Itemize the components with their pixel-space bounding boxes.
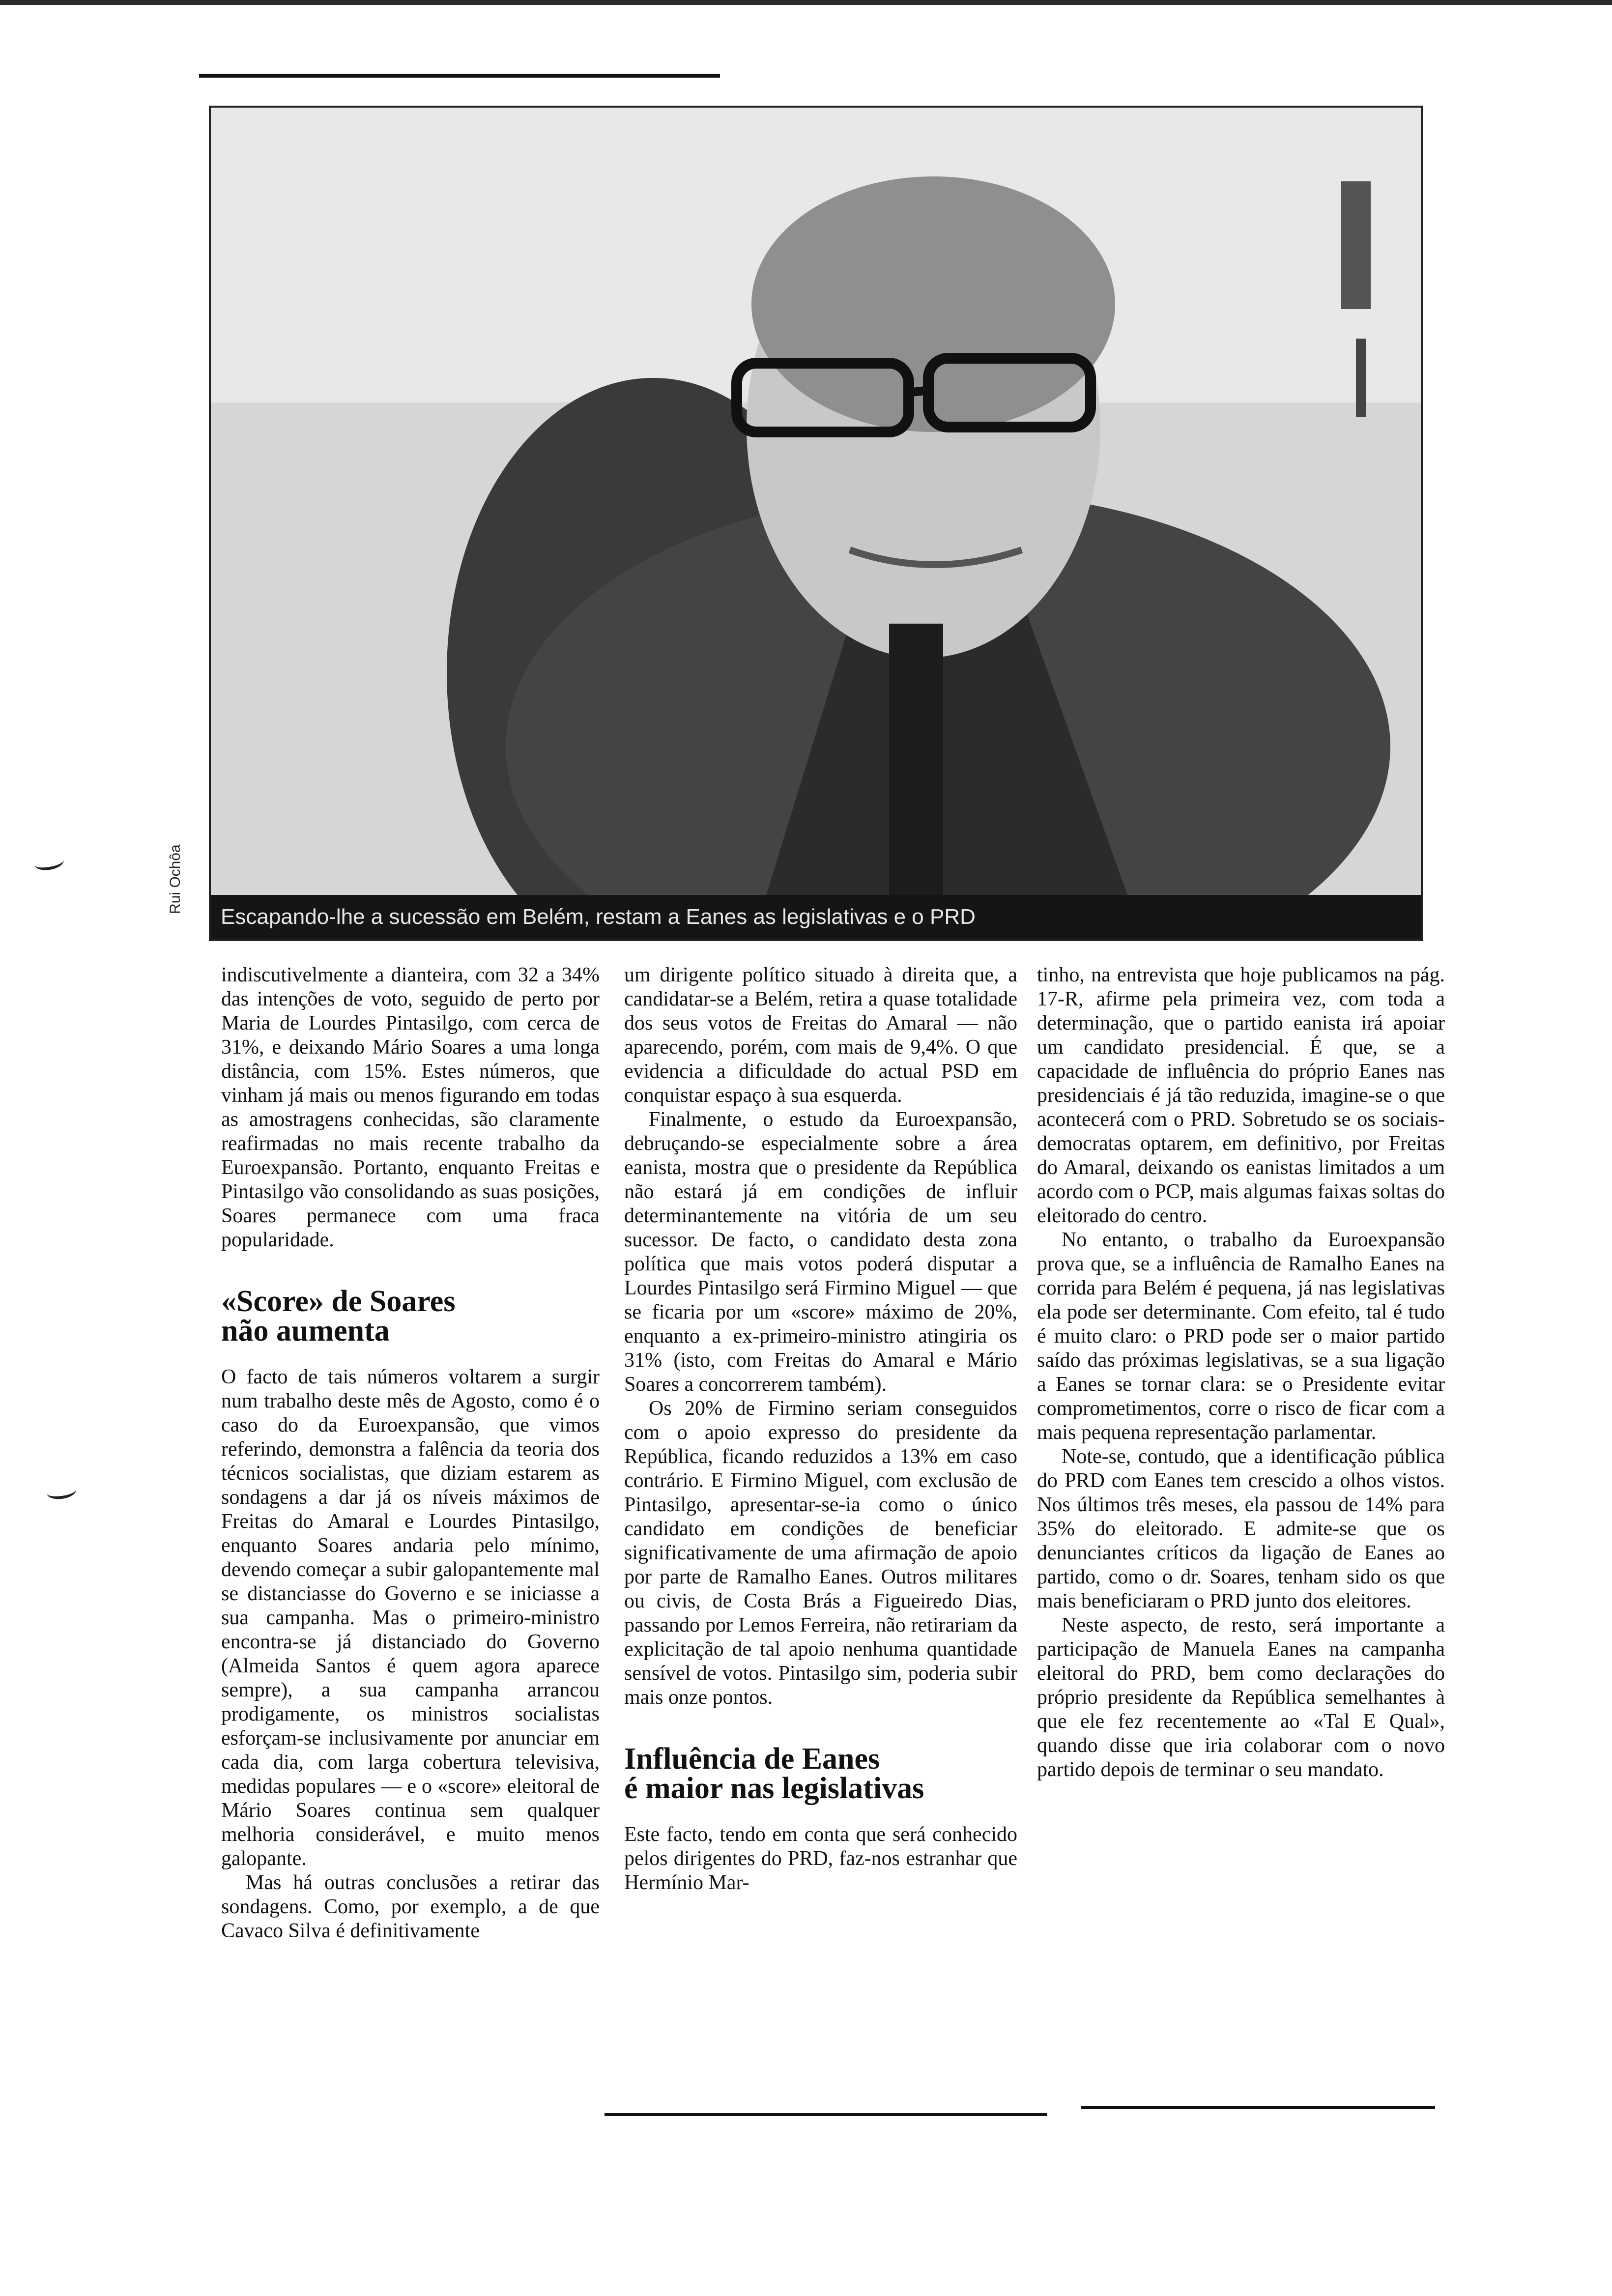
paragraph: Note-se, contudo, que a identificação pública do PRD com Eanes tem crescido a olhos vistos. Nos últimos três meses, ela passou de 14% para 35% do eleitorado. E admite-se que os denunciantes críticos da ligação de Eanes ao partido, como o dr. Soares, tenham sido os que mais beneficiaram o PRD junto dos eleitores. <box>1037 1445 1445 1612</box>
paragraph: Finalmente, o estudo da Euroexpansão, debruçando-se especialmente sobre a área eanista, mostra que o presidente da República não estará já em condições de influir determinantemente na vitória de um seu sucessor. De facto, o candidato desta zona política que mais votos poderá disputar a Lourdes Pintasilgo será Firmino Miguel — que se ficaria por um «score» máximo de 20%, enquanto a ex-primeiro-ministro atingiria os 31% (isto, com Freitas do Amaral e Mário Soares a concorrerem também). <box>624 1108 1017 1396</box>
bottom-rule <box>604 2113 1047 2116</box>
bottom-rule <box>1081 2106 1435 2109</box>
paragraph: Neste aspecto, de resto, será importante a participação de Manuela Eanes na campanha eleitoral do PRD, bem como declarações do próprio presidente da República semelhantes à que ele fez recentemente ao «Tal E Qual», quando disse que iria colaborar com o novo partido depois de terminar o seu mandato. <box>1037 1614 1445 1781</box>
subheading <box>624 1744 1017 1803</box>
subheading-line: não aumenta <box>221 1314 390 1348</box>
article-column-1 <box>221 963 600 1943</box>
paragraph: um dirigente político situado à direita que, a candidatar-se a Belém, retira a quase totalidade dos seus votos de Freitas do Amaral — não aparecendo, porém, com mais de 9,4%. O que evidencia a dificuldade do actual PSD em conquistar espaço à sua esquerda. <box>624 964 1017 1107</box>
subheading-line: é maior nas legislativas <box>624 1772 924 1805</box>
article-column-3 <box>1037 963 1445 1782</box>
portrait-illustration <box>211 108 1423 941</box>
subheading-line: «Score» de Soares <box>221 1285 456 1318</box>
punch-hole-mark <box>46 1482 77 1501</box>
paragraph: No entanto, o trabalho da Euroexpansão prova que, se a influência de Ramalho Eanes na corrida para Belém é pequena, já nas legislativas ela pode ser determinante. Com efeito, tal é tudo é muito claro: o PRD pode ser o maior partido saído das próximas legislativas, se a sua ligação a Eanes se tornar clara: se o Presidente evitar comprometimentos, corre o risco de ficar com a mais pequena representação parlamentar. <box>1037 1229 1445 1444</box>
paragraph: Os 20% de Firmino seriam conseguidos com o apoio expresso do presidente da República, ficando reduzidos a 13% em caso contrário. E Firmino Miguel, com exclusão de Pintasilgo, apresentar-se-ia como o único candidato em condições de beneficiar significativamente de uma afirmação de apoio por parte de Ramalho Eanes. Outros militares ou civis, de Costa Brás a Figueiredo Dias, passando por Lemos Ferreira, não retirariam da explicitação de tal apoio nenhuma quantidade sensível de votos. Pintasilgo sim, poderia subir mais onze pontos. <box>624 1397 1017 1709</box>
paragraph: indiscutivelmente a dianteira, com 32 a 34% das intenções de voto, seguido de perto por Maria de Lourdes Pintasilgo, com cerca de 31%, e deixando Mário Soares a uma longa distância, com 15%. Estes números, que vinham já mais ou menos figurando em todas as amostragens conhecidas, são claramente reafirmadas no mais recente trabalho da Euroexpansão. Portanto, enquanto Freitas e Pintasilgo vão consolidando as suas posições, Soares permanece com uma fraca popularidade. <box>221 964 600 1251</box>
photo-credit: Rui Ochôa <box>167 844 183 914</box>
punch-hole-mark <box>33 853 65 872</box>
paragraph: tinho, na entrevista que hoje publicamos na pág. 17-R, afirme pela primeira vez, com toda a determinação, que o partido eanista irá apoiar um candidato presidencial. É que, se a capacidade de influência do próprio Eanes nas presidenciais é já tão reduzida, imagine-se o que acontecerá com o PRD. Sobretudo se os sociais-democratas optarem, em definitivo, por Freitas do Amaral, deixando os eanistas limitados a um acordo com o PCP, mais algumas faixas soltas do eleitorado do centro. <box>1037 964 1445 1227</box>
scan-top-edge <box>0 0 1612 5</box>
news-photo <box>209 106 1423 941</box>
paragraph: O facto de tais números voltarem a surgir num trabalho deste mês de Agosto, como é o caso do da Euroexpansão, que vimos referindo, demonstra a falência da teoria dos técnicos socialistas, que diziam estarem as sondagens a dar já os níveis máximos de Freitas do Amaral e Lourdes Pintasilgo, enquanto Soares andaria pelo mínimo, devendo começar a subir galopantemente mal se distanciasse do Governo e se iniciasse a sua campanha. Mas o primeiro-ministro encontra-se já distanciado do Governo (Almeida Santos é quem agora aparece sempre), a sua campanha arrancou prodigamente, os ministros socialistas esforçam-se inclusivamente por anunciar em cada dia, com larga cobertura televisiva, medidas populares — e o «score» eleitoral de Mário Soares continua sem qualquer melhoria considerável, e muito menos galopante. <box>221 1366 600 1870</box>
article-column-2 <box>624 963 1017 1895</box>
subheading <box>221 1287 600 1346</box>
paragraph: Mas há outras conclusões a retirar das sondagens. Como, por exemplo, a de que Cavaco Silva é definitivamente <box>221 1871 600 1942</box>
photo-caption: Escapando-lhe a sucessão em Belém, restam a Eanes as legislativas e o PRD <box>211 895 1421 939</box>
paragraph: Este facto, tendo em conta que será conhecido pelos dirigentes do PRD, faz-nos estranhar que Hermínio Mar- <box>624 1823 1017 1894</box>
top-rule <box>199 74 720 78</box>
subheading-line: Influência de Eanes <box>624 1742 880 1776</box>
